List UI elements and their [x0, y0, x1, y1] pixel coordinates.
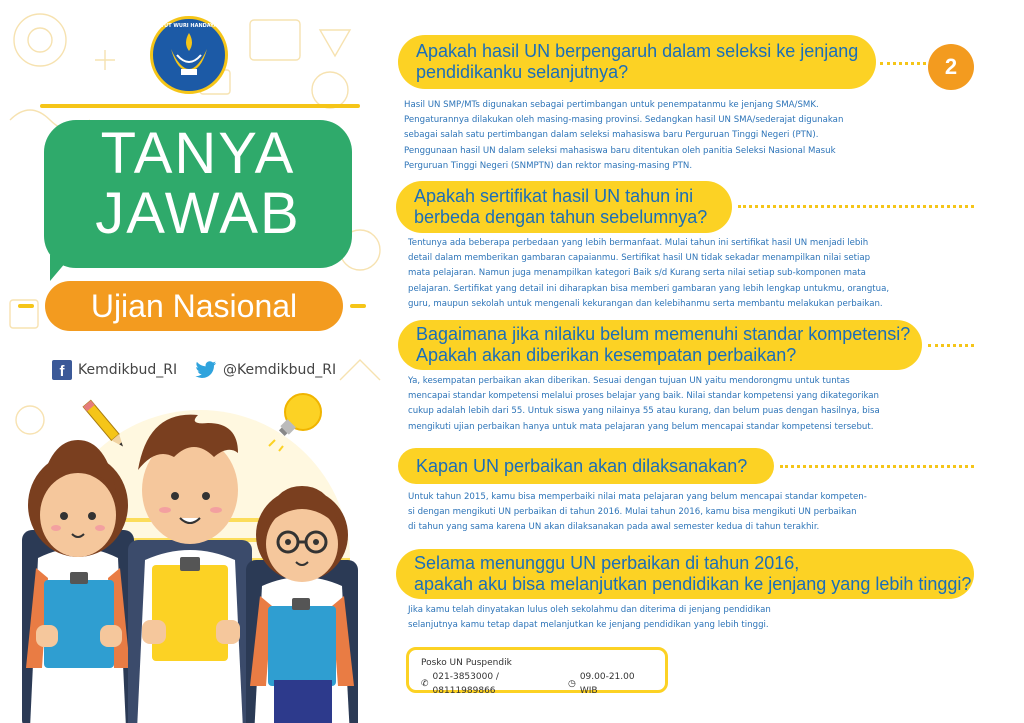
answer-1-line: Hasil UN SMP/MTs digunakan sebagai pertimbangan untuk penempatanmu ke jenjang SMA/SMK. [404, 100, 819, 110]
question-2-dots [738, 205, 974, 208]
question-2-line-1: Apakah sertifikat hasil UN tahun ini [414, 186, 694, 206]
posko-contact-row [421, 670, 653, 698]
left-panel [0, 0, 385, 723]
boy-middle [128, 415, 252, 723]
question-1-line-1: Apakah hasil UN berpengaruh dalam seleksi ke jenjang [416, 41, 859, 61]
answer-1-line: sebagai salah satu pertimbangan dalam seleksi mahasiswa baru Perguruan Tinggi Negeri (PTN). [404, 130, 819, 141]
posko-contact-box [406, 647, 668, 696]
twitter-handle[interactable] [195, 360, 336, 380]
question-bubble-4 [398, 448, 774, 484]
answer-5-line: selanjutnya kamu tetap dapat melanjutkan ke jenjang pendidikan yang lebih tinggi. [408, 620, 769, 631]
phone-icon: ✆ [421, 679, 429, 689]
question-2-line-2: berbeda dengan tahun sebelumnya? [414, 207, 708, 227]
title-line-1: TANYA [100, 121, 296, 186]
page-number: 2 [928, 44, 974, 90]
answer-1-line: Pengaturannya dilakukan oleh masing-masing provinsi. Sedangkan hasil UN SMA/sederajat digunakan [404, 115, 844, 126]
question-4-dots [780, 465, 974, 468]
answer-3-line: mengikuti ujian perbaikan hanya untuk mata pelajaran yang belum mencapai standar kompetensi tersebut. [408, 421, 874, 432]
subtitle-pill: Ujian Nasional [45, 281, 343, 331]
question-5-line-2: apakah aku bisa melanjutkan pendidikan ke jenjang yang lebih tinggi? [414, 574, 972, 594]
clock-icon: ◷ [567, 679, 576, 689]
answer-3-line: cukup adalah lebih dari 55. Untuk siswa yang nilainya 55 atau kurang, dan belum puas dengan hasilnya, bisa [408, 406, 880, 417]
facebook-icon: f [52, 360, 72, 380]
answer-4-line: Untuk tahun 2015, kamu bisa memperbaiki nilai mata pelajaran yang belum mencapai standar kompeten- [408, 492, 867, 502]
question-bubble-5 [396, 549, 974, 599]
twitter-label: @Kemdikbud_RI [223, 362, 337, 378]
answer-4 [408, 490, 968, 536]
answer-1-line: Penggunaan hasil UN dalam seleksi mahasiswa baru ditentukan oleh panitia Seleksi Nasional Masuk [404, 145, 836, 156]
question-1-dots [880, 62, 926, 65]
title-bubble-tail [50, 255, 72, 281]
girl-right [246, 486, 358, 723]
answer-3 [408, 374, 968, 435]
question-3-dots [928, 344, 974, 347]
answer-4-line: di tahun yang sama karena UN akan dilaksanakan pada awal semester kedua di tahun terakhir. [408, 522, 820, 533]
posko-title: Posko UN Puspendik [421, 658, 512, 668]
question-1-line-2: pendidikanku selanjutnya? [416, 62, 629, 82]
title-text [44, 121, 352, 246]
kemdikbud-logo [150, 16, 228, 94]
question-bubble-3 [398, 320, 922, 370]
twitter-icon [195, 360, 217, 380]
answer-4-line: si dengan mengikuti UN perbaikan di tahun 2016. Mulai tahun 2016, kamu bisa mengikuti UN perbaikan [408, 507, 857, 518]
facebook-handle[interactable] [52, 360, 177, 380]
girl-left [22, 440, 134, 723]
answer-2-line: detail dalam memberikan gambaran capaianmu. Sertifikat hasil UN tidak sekadar menampilkan nilai setiap [408, 253, 871, 264]
tut-wuri-emblem-icon [153, 19, 225, 91]
question-bubble-2 [396, 181, 732, 233]
answer-3-line: Ya, kesempatan perbaikan akan diberikan. Sesuai dengan tujuan UN yaitu mendorongmu untuk tuntas [408, 376, 850, 386]
posko-hours: 09.00-21.00 WIB [579, 672, 635, 696]
dash-right [350, 304, 366, 308]
answer-2 [408, 236, 968, 312]
answer-2-line: pelajaran. Sertifikat yang detail ini diharapkan bisa memberi gambaran yang lebih lengkap untukmu, orangtua, [408, 283, 890, 294]
question-3-line-1: Bagaimana jika nilaiku belum memenuhi standar kompetensi? [416, 324, 911, 344]
answer-2-line: guru, maupun sekolah untuk mengenali kekurangan dan kelebihanmu serta membantu melakukan perbaikan. [408, 298, 883, 309]
question-4-line-1: Kapan UN perbaikan akan dilaksanakan? [416, 455, 748, 476]
answer-2-line: Tentunya ada beberapa perbedaan yang lebih bermanfaat. Mulai tahun ini sertifikat hasil UN menjadi lebih [408, 238, 869, 248]
question-3-line-2: Apakah akan diberikan kesempatan perbaikan? [416, 345, 797, 365]
answer-5-line: Jika kamu telah dinyatakan lulus oleh sekolahmu dan diterima di jenjang pendidikan [408, 605, 771, 615]
logo-text: TUT WURI HANDAYANI [160, 23, 224, 29]
answer-2-line: mata pelajaran. Namun juga menampilkan kategori Baik s/d Kurang serta nilai setiap sub-komponen mata [408, 268, 866, 279]
answer-3-line: mencapai standar kompetensi melalui proses belajar yang baik. Nilai standar kompetensi yang dikategorikan [408, 391, 879, 402]
dash-left [18, 304, 34, 308]
answer-5 [408, 603, 968, 633]
title-line-2: JAWAB [95, 181, 301, 246]
question-bubble-1 [398, 35, 876, 89]
facebook-label: Kemdikbud_RI [78, 362, 178, 378]
question-5-line-1: Selama menunggu UN perbaikan di tahun 2016, [414, 553, 800, 573]
posko-phone: 021-3853000 / 08111989866 [432, 672, 499, 696]
divider-line [40, 104, 360, 108]
answer-1 [404, 98, 964, 174]
answer-1-line: Perguruan Tinggi Negeri (SNMPTN) dan rektor masing-masing PTN. [404, 160, 693, 171]
students-illustration [20, 410, 365, 723]
